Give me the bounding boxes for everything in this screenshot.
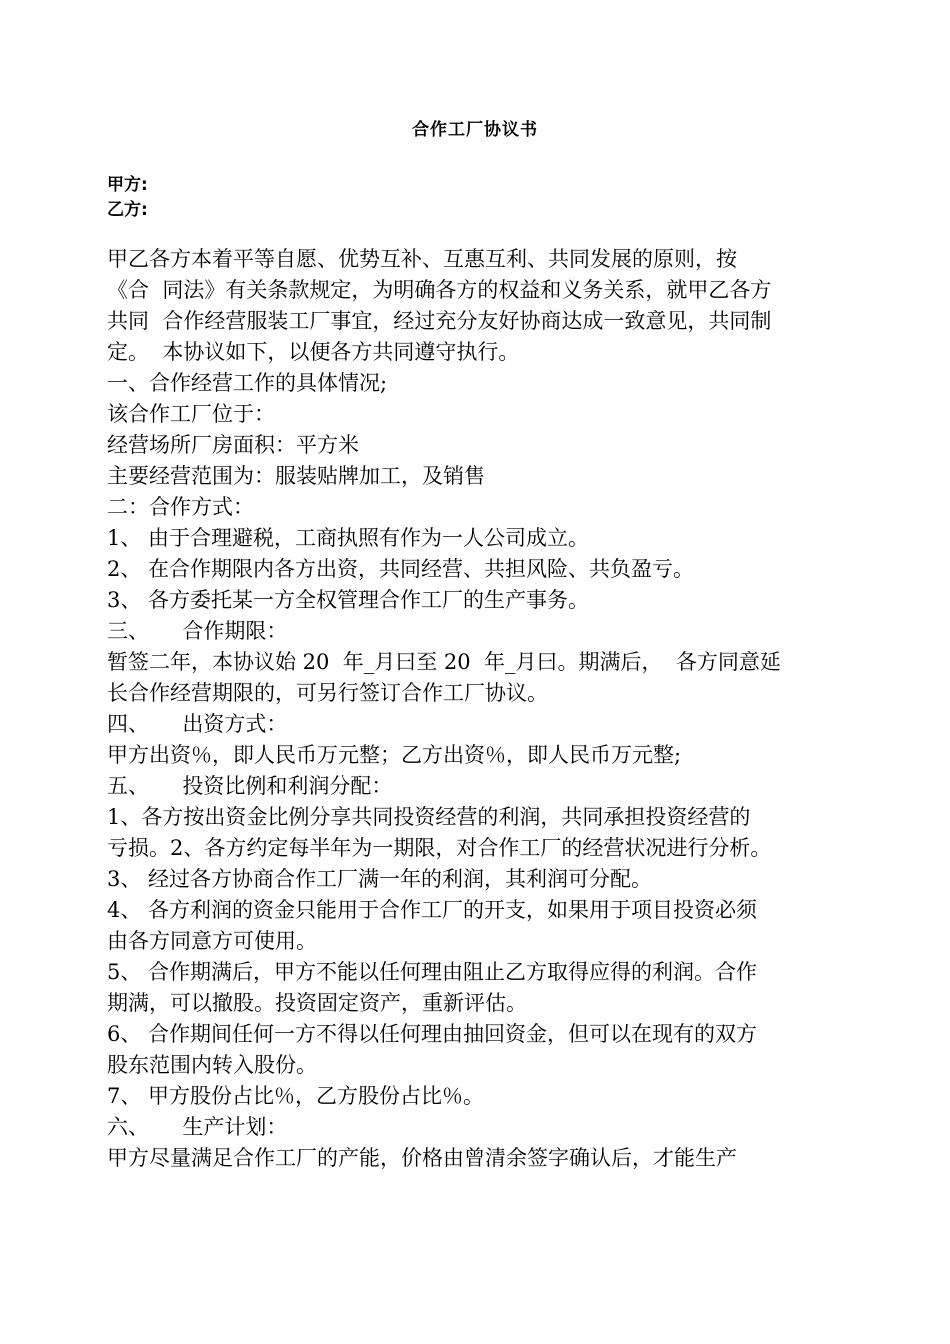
body-line: 甲方出资％，即人民币万元整；乙方出资％，即人民币万元整; — [107, 743, 682, 767]
body-line: 《合 同法》有关条款规定，为明确各方的权益和义务关系，就甲乙各方 — [107, 278, 772, 302]
list-item: 由各方同意方可使用。 — [107, 929, 317, 953]
list-item: 5、 合作期满后，甲方不能以任何理由阻止乙方取得应得的利润。合作 — [107, 960, 758, 984]
body-line: 该合作工厂位于： — [107, 402, 275, 426]
section-heading: 五、 投资比例和利润分配： — [107, 774, 393, 798]
list-item: 2、 在合作期限内各方出资，共同经营、共担风险、共负盈亏。 — [107, 557, 695, 581]
section-heading: 二：合作方式： — [107, 495, 254, 519]
body-line: 共同 合作经营服装工厂事宜，经过充分友好协商达成一致意见，共同制 — [107, 309, 772, 333]
section-heading: 四、 出资方式： — [107, 712, 288, 736]
section-heading: 三、 合作期限： — [107, 619, 288, 643]
list-item: 4、 各方利润的资金只能用于合作工厂的开支，如果用于项目投资必须 — [107, 898, 758, 922]
list-item: 6、 合作期间任何一方不得以任何理由抽回资金，但可以在现有的双方 — [107, 1022, 758, 1046]
section-heading: 一、合作经营工作的具体情况; — [107, 371, 388, 395]
body-line: 暂签二年，本协议始 20 年_月曰至 20 年_月曰。期满后， 各方同意延 — [107, 650, 781, 674]
body-line: 甲乙各方本着平等自愿、优势互补、互惠互利、共同发展的原则，按 — [107, 247, 737, 271]
body-line: 甲方尽量满足合作工厂的产能，价格由曾清余签字确认后，才能生产 — [107, 1146, 737, 1170]
list-item: 3、 经过各方协商合作工厂满一年的利润，其利润可分配。 — [107, 867, 653, 891]
section-heading: 六、 生产计划： — [107, 1115, 288, 1139]
agreement-body — [107, 244, 847, 1174]
list-item: 期满，可以撤股。投资固定资产，重新评估。 — [107, 991, 527, 1015]
list-item: 亏损。2、各方约定每半年为一期限，对合作工厂的经营状况进行分析。 — [107, 836, 772, 860]
list-item: 1、各方按出资金比例分享共同投资经营的利润，共同承担投资经营的 — [107, 805, 751, 829]
list-item: 3、 各方委托某一方全权管理合作工厂的生产事务。 — [107, 588, 590, 612]
list-item: 7、 甲方股份占比％，乙方股份占比％。 — [107, 1084, 485, 1108]
list-item: 1、 由于合理避税，工商执照有作为一人公司成立。 — [107, 526, 590, 550]
body-line: 长合作经营期限的，可另行签订合作工厂协议。 — [107, 681, 548, 705]
body-line: 主要经营范围为：服装贴牌加工，及销售 — [107, 464, 485, 488]
document-title: 合作工厂协议书 — [412, 120, 538, 140]
body-line: 定。 本协议如下，以便各方共同遵守执行。 — [107, 340, 520, 364]
body-line: 经营场所厂房面积：平方米 — [107, 433, 359, 457]
list-item: 股东范围内转入股份。 — [107, 1053, 317, 1077]
party-b-label: 乙方: — [107, 200, 148, 220]
party-a-label: 甲方: — [107, 175, 148, 195]
